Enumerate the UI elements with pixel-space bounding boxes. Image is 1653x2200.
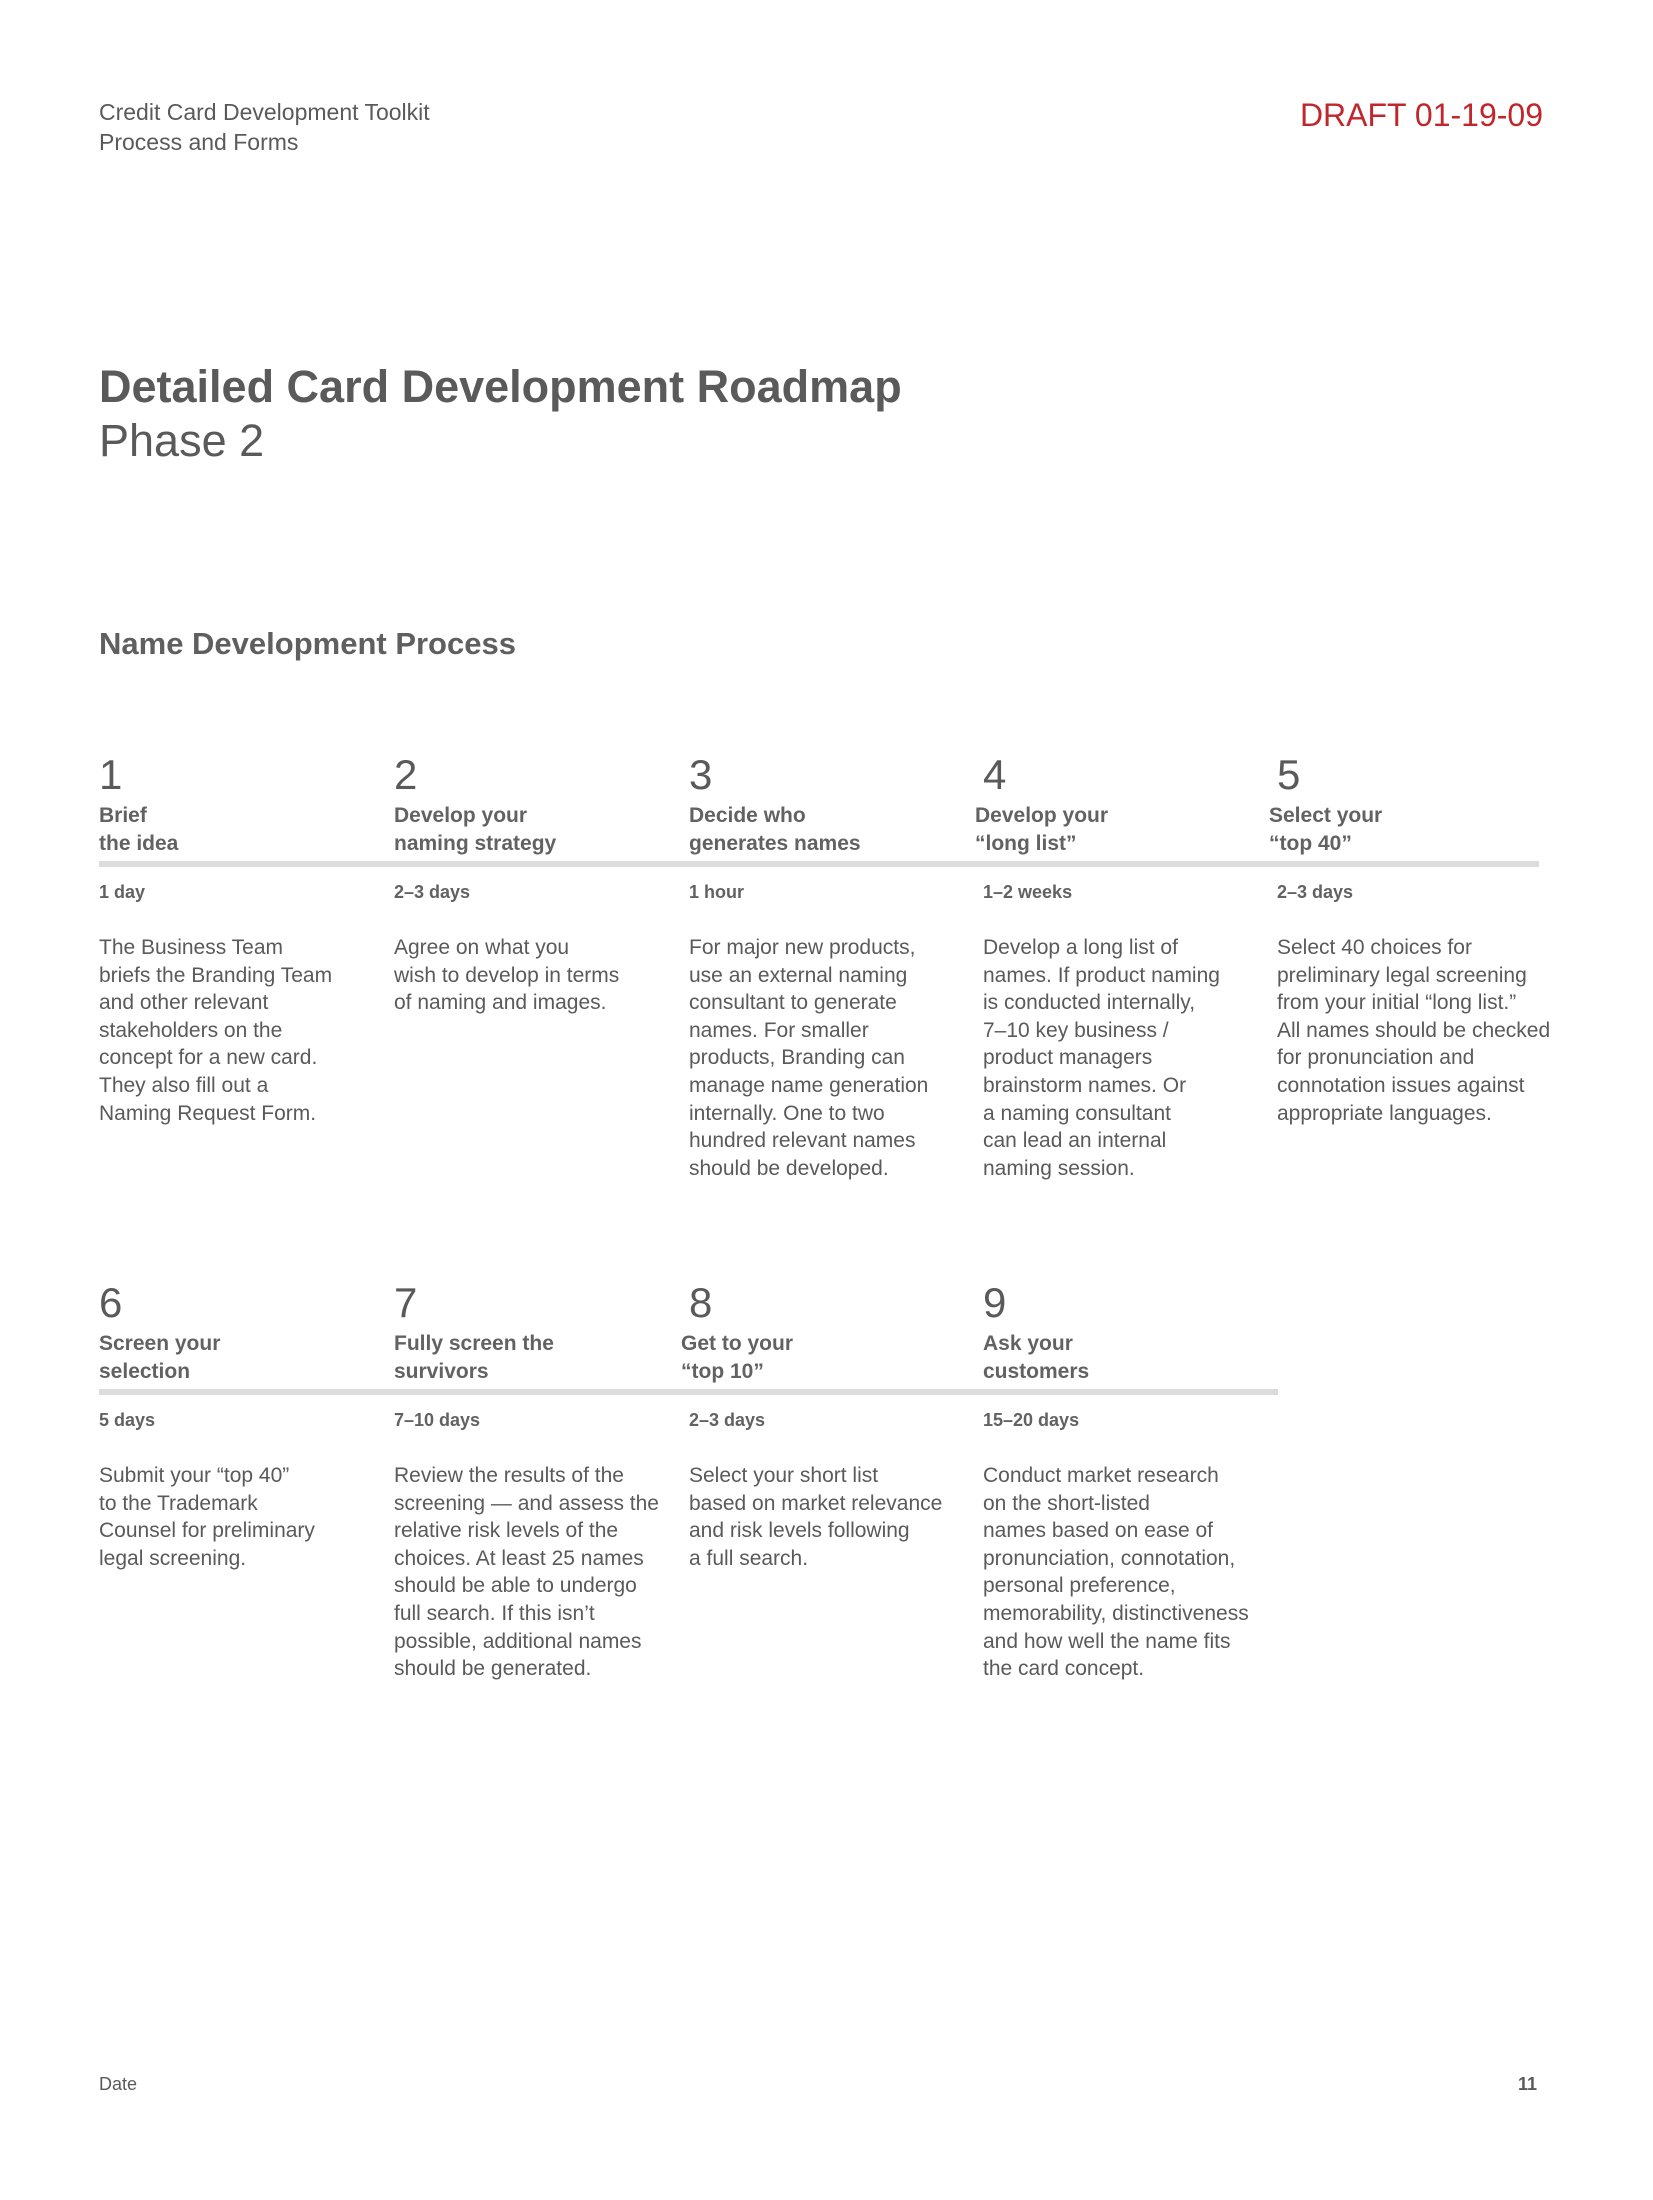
page-subtitle: Phase 2 (99, 415, 265, 466)
step-title: Screen your selection (99, 1332, 221, 1383)
step-duration: 5 days (99, 1410, 156, 1430)
step-number: 2 (394, 751, 418, 798)
step-title: Decide who generates names (689, 804, 861, 855)
step-7 (394, 1279, 674, 1681)
step-description: Select 40 choices for preliminary legal screening from your initial “long list.” All names should be checked for pronunciation and connotation issues against appropriate languages. (1277, 936, 1551, 1125)
document-title: Credit Card Development Toolkit (99, 99, 430, 125)
step-5 (1269, 751, 1557, 1125)
step-description: Develop a long list of names. If product naming is conducted internally, 7–10 key business / product managers brainstorm names. Or a naming consultant can lead an internal naming session. (983, 936, 1220, 1180)
step-number: 3 (689, 751, 713, 798)
step-description: Submit your “top 40” to the Trademark Counsel for preliminary legal screening. (99, 1464, 315, 1570)
step-description: Conduct market research on the short-listed names based on ease of pronunciation, connotation, personal preference, memorability, distinctiveness and how well the name fits the card concept. (983, 1464, 1249, 1681)
step-duration: 1 day (99, 882, 146, 902)
step-description: Review the results of the screening — and assess the relative risk levels of the choices. At least 25 names should be able to undergo full search. If this isn’t possible, additional names should be generated. (394, 1464, 659, 1681)
step-duration: 1 hour (689, 882, 745, 902)
document-header (99, 97, 430, 157)
draft-stamp: DRAFT 01-19-09 (1299, 97, 1543, 133)
step-2 (394, 751, 674, 1015)
step-duration: 2–3 days (394, 882, 471, 902)
step-description: Select your short list based on market relevance and risk levels following a full search. (689, 1464, 943, 1570)
step-number: 9 (983, 1279, 1007, 1326)
step-duration: 2–3 days (1277, 882, 1354, 902)
step-8 (681, 1279, 969, 1570)
step-duration: 2–3 days (689, 1410, 766, 1430)
row-divider (99, 861, 1539, 867)
page-title: Detailed Card Development Roadmap (99, 361, 902, 412)
step-4 (975, 751, 1263, 1180)
step-title: Get to your “top 10” (681, 1332, 794, 1383)
step-6 (99, 1279, 379, 1570)
document-subtitle: Process and Forms (99, 129, 299, 155)
page-number: 11 (1517, 2074, 1537, 2094)
row-divider (99, 1389, 1278, 1395)
step-3 (689, 751, 969, 1180)
step-description: The Business Team briefs the Branding Team and other relevant stakeholders on the concept for a new card. They also fill out a Naming Request Form. (99, 936, 333, 1125)
step-duration: 7–10 days (394, 1410, 481, 1430)
step-title: Develop your “long list” (975, 804, 1109, 855)
step-9 (983, 1279, 1263, 1681)
step-number: 7 (394, 1279, 418, 1326)
step-title: Develop your naming strategy (394, 804, 557, 855)
step-title: Fully screen the survivors (394, 1332, 554, 1383)
footer-date-label: Date (99, 2074, 138, 2094)
section-title: Name Development Process (99, 626, 516, 661)
step-number: 1 (99, 751, 123, 798)
step-number: 6 (99, 1279, 123, 1326)
step-number: 8 (689, 1279, 713, 1326)
step-number: 5 (1277, 751, 1301, 798)
step-description: For major new products, use an external naming consultant to generate names. For smaller products, Branding can manage name generation internally. One to two hundred relevant names should be developed. (689, 936, 929, 1180)
step-1 (99, 751, 379, 1125)
step-title: Select your “top 40” (1269, 804, 1383, 855)
step-number: 4 (983, 751, 1007, 798)
step-description: Agree on what you wish to develop in terms of naming and images. (394, 936, 620, 1015)
step-title: Ask your customers (983, 1332, 1090, 1383)
step-title: Brief the idea (99, 804, 179, 855)
step-duration: 15–20 days (983, 1410, 1080, 1430)
step-duration: 1–2 weeks (983, 882, 1073, 902)
